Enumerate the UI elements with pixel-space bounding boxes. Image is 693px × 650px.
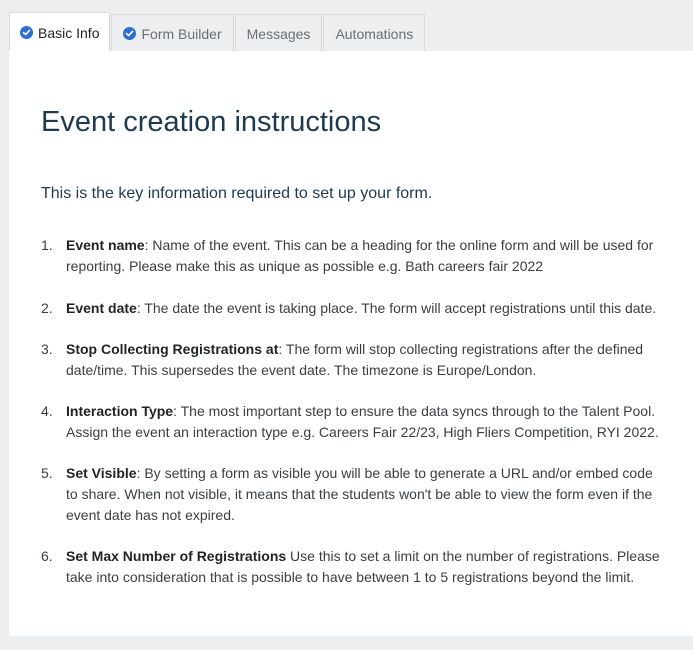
item-description: : The most important step to ensure the data syncs through to the Talent Pool. Assign the event an interaction type e.g. Careers Fair 22/23, High Fliers Competition, RYI 2022. — [66, 403, 659, 440]
item-number: 2. — [41, 300, 53, 316]
item-description: : By setting a form as visible you will be able to generate a URL and/or embed code to share. When not visible, it means that the students won't be able to view the form even if the event date has not expired. — [66, 465, 653, 523]
list-item — [41, 339, 661, 381]
tab-label: Basic Info — [38, 24, 100, 41]
tab-label: Form Builder — [141, 25, 222, 42]
list-item — [41, 463, 661, 526]
check-circle-icon — [123, 27, 136, 40]
list-item — [41, 546, 661, 588]
item-number: 3. — [41, 341, 53, 357]
item-term: Event date — [66, 300, 137, 316]
item-number: 4. — [41, 403, 53, 419]
tab-label: Messages — [246, 25, 311, 42]
item-text — [66, 298, 661, 319]
item-number: 5. — [41, 465, 53, 481]
tab-automations[interactable] — [323, 14, 425, 52]
item-number: 1. — [41, 237, 53, 253]
item-term: Set Visible — [66, 465, 137, 481]
item-text — [66, 463, 661, 526]
item-description: : Name of the event. This can be a heading for the online form and will be used for reporting. Please make this as unique as possible e.g. Bath careers fair 2022 — [66, 237, 654, 274]
tab-bar — [9, 12, 426, 52]
item-description: : The form will stop collecting registrations after the defined date/time. This supersedes the event date. The timezone is Europe/London. — [66, 341, 644, 378]
tab-basic-info[interactable] — [9, 12, 110, 52]
list-item — [41, 235, 661, 277]
page-subtitle: This is the key information required to set up your form. — [41, 185, 433, 202]
item-description: Use this to set a limit on the number of registrations. Please take into consideration that is possible to have between 1 to 5 registrations beyond the limit. — [66, 548, 660, 585]
item-term: Stop Collecting Registrations at — [66, 341, 279, 357]
instructions-panel — [9, 51, 693, 636]
item-description: : The date the event is taking place. The form will accept registrations until this date. — [136, 300, 657, 316]
tab-messages[interactable] — [235, 14, 323, 52]
tab-label: Automations — [335, 25, 414, 42]
item-text — [66, 401, 661, 443]
instructions-list — [41, 235, 661, 588]
item-text — [66, 235, 661, 277]
list-item — [41, 298, 661, 319]
page-title: Event creation instructions — [41, 106, 382, 138]
item-term: Interaction Type — [66, 403, 174, 419]
item-text — [66, 339, 661, 381]
item-term: Set Max Number of Registrations — [66, 548, 287, 564]
item-number: 6. — [41, 548, 53, 564]
check-circle-icon — [20, 26, 33, 39]
item-text — [66, 546, 661, 588]
tab-form-builder[interactable] — [111, 14, 233, 52]
item-term: Event name — [66, 237, 145, 253]
list-item — [41, 401, 661, 443]
